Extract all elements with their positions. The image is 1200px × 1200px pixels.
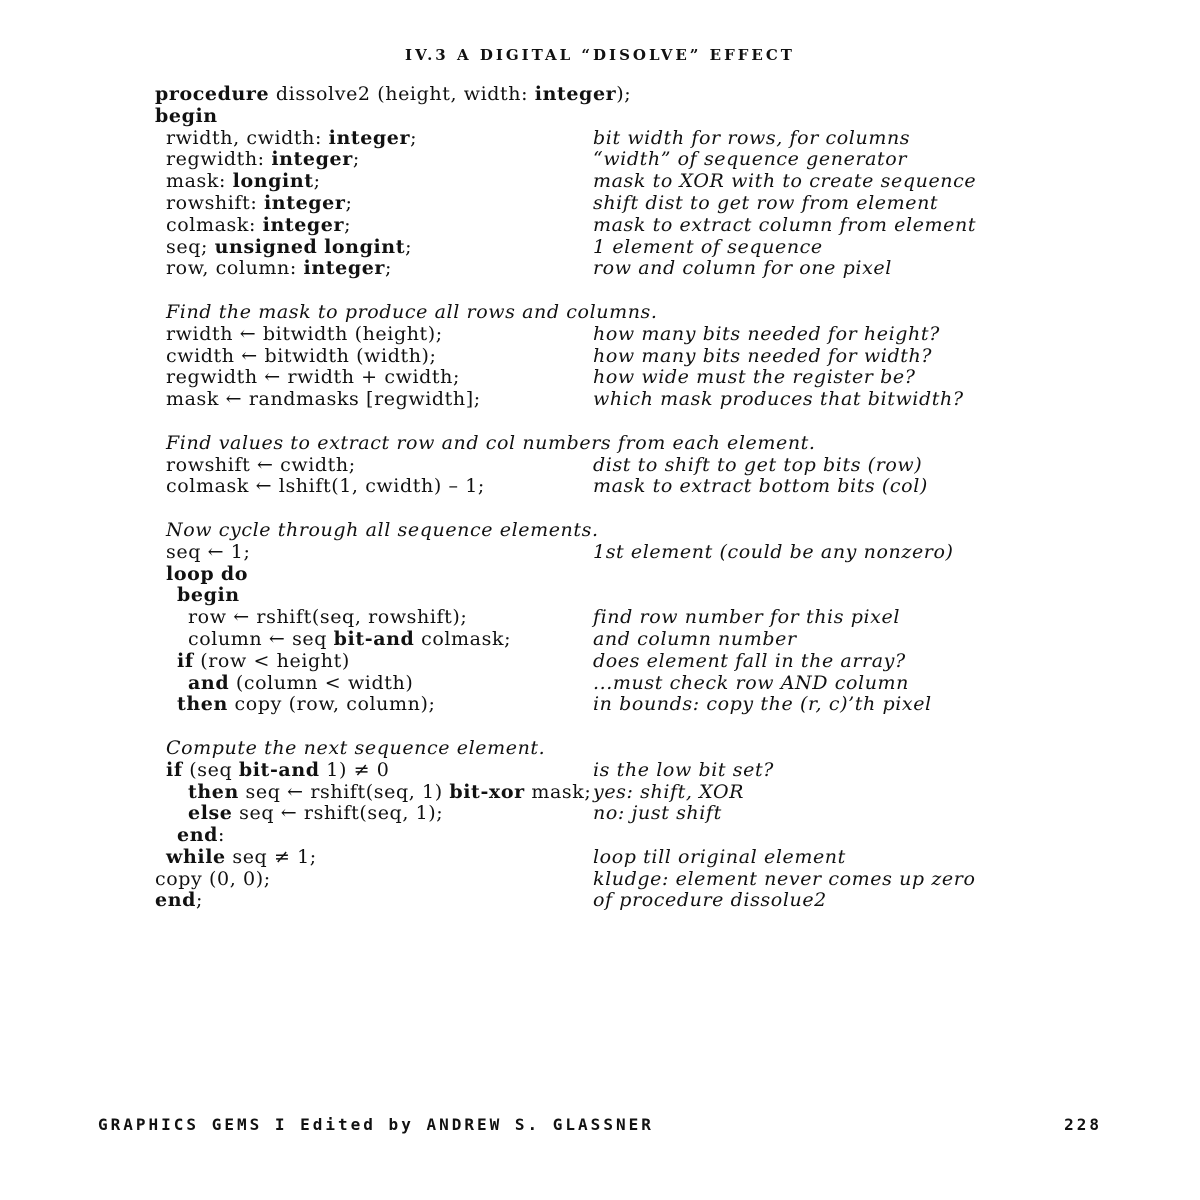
inline-comment: of procedure dissolue2	[593, 889, 827, 912]
code-line	[155, 782, 1055, 804]
code-text: then seq ← rshift(seq, 1) bit-xor mask;	[188, 780, 592, 803]
code-line	[155, 193, 1055, 215]
code-line	[155, 869, 1055, 891]
code-line	[155, 607, 1055, 629]
code-line	[155, 171, 1055, 193]
inline-comment: how many bits needed for width?	[593, 344, 933, 367]
code-line	[155, 760, 1055, 782]
code-line	[155, 411, 1055, 433]
code-text: copy (0, 0);	[155, 867, 271, 890]
inline-comment: yes: shift, XOR	[593, 780, 745, 803]
code-line	[155, 128, 1055, 150]
code-line	[155, 520, 1055, 542]
code-text: seq ← 1;	[166, 540, 251, 563]
code-line	[155, 237, 1055, 259]
code-line	[155, 149, 1055, 171]
code-text: then copy (row, column);	[177, 693, 436, 716]
code-line	[155, 629, 1055, 651]
code-text: begin	[177, 584, 240, 607]
inline-comment: does element fall in the array?	[593, 649, 906, 672]
code-line	[155, 258, 1055, 280]
code-line	[155, 302, 1055, 324]
code-line	[155, 455, 1055, 477]
code-text: if (seq bit-and 1) ≠ 0	[166, 758, 390, 781]
inline-comment: kludge: element never comes up zero	[593, 867, 976, 890]
code-text: mask: longint;	[166, 170, 321, 193]
code-text: rwidth, cwidth: integer;	[166, 126, 418, 149]
inline-comment: which mask produces that bitwidth?	[593, 388, 964, 411]
inline-comment: is the low bit set?	[593, 758, 774, 781]
code-line	[155, 825, 1055, 847]
section-comment: Find values to extract row and col numbers from each element.	[166, 431, 816, 454]
code-text: column ← seq bit-and colmask;	[188, 627, 512, 650]
code-line	[155, 673, 1055, 695]
code-line	[155, 346, 1055, 368]
code-line	[155, 215, 1055, 237]
code-line	[155, 106, 1055, 128]
footer-text: GRAPHICS GEMS I Edited by ANDREW S. GLASSNER	[98, 1115, 654, 1134]
inline-comment: bit width for rows, for columns	[593, 126, 911, 149]
inline-comment: mask to XOR with to create sequence	[593, 170, 977, 193]
inline-comment: shift dist to get row from element	[593, 191, 939, 214]
code-text: row, column: integer;	[166, 257, 393, 280]
code-text: rwidth ← bitwidth (height);	[166, 322, 443, 345]
code-line	[155, 803, 1055, 825]
section-comment: Find the mask to produce all rows and columns.	[166, 300, 658, 323]
code-line	[155, 498, 1055, 520]
inline-comment: 1 element of sequence	[593, 235, 823, 258]
code-line	[155, 433, 1055, 455]
code-line	[155, 367, 1055, 389]
code-text: rowshift: integer;	[166, 191, 353, 214]
code-text: else seq ← rshift(seq, 1);	[188, 802, 444, 825]
code-line	[155, 585, 1055, 607]
code-line	[155, 738, 1055, 760]
inline-comment: mask to extract bottom bits (col)	[593, 475, 928, 498]
code-text: mask ← randmasks [regwidth];	[166, 388, 481, 411]
page-number: 228	[1064, 1115, 1102, 1134]
inline-comment: loop till original element	[593, 845, 846, 868]
code-text: cwidth ← bitwidth (width);	[166, 344, 437, 367]
inline-comment: “width” of sequence generator	[593, 148, 908, 171]
section-comment: Now cycle through all sequence elements.	[166, 518, 599, 541]
inline-comment: and column number	[593, 627, 797, 650]
inline-comment: ...must check row AND column	[593, 671, 910, 694]
code-line	[155, 847, 1055, 869]
code-line	[155, 716, 1055, 738]
code-text: loop do	[166, 562, 249, 585]
code-text: end;	[155, 889, 204, 912]
code-text: colmask ← lshift(1, cwidth) – 1;	[166, 475, 485, 498]
code-line	[155, 389, 1055, 411]
code-text: if (row < height)	[177, 649, 350, 672]
code-text: while seq ≠ 1;	[166, 845, 317, 868]
code-line	[155, 476, 1055, 498]
code-text: rowshift ← cwidth;	[166, 453, 356, 476]
code-text: seq; unsigned longint;	[166, 235, 413, 258]
code-text: and (column < width)	[188, 671, 414, 694]
code-text: regwidth: integer;	[166, 148, 360, 171]
code-line	[155, 564, 1055, 586]
inline-comment: row and column for one pixel	[593, 257, 892, 280]
code-line	[155, 651, 1055, 673]
inline-comment: in bounds: copy the (r, c)’th pixel	[593, 693, 932, 716]
code-line	[155, 324, 1055, 346]
code-line	[155, 280, 1055, 302]
inline-comment: find row number for this pixel	[593, 606, 900, 629]
code-text: procedure dissolve2 (height, width: integer);	[155, 83, 632, 105]
inline-comment: how many bits needed for height?	[593, 322, 940, 345]
inline-comment: how wide must the register be?	[593, 366, 916, 389]
section-comment: Compute the next sequence element.	[166, 736, 546, 759]
inline-comment: no: just shift	[593, 802, 722, 825]
code-text: end:	[177, 824, 226, 847]
code-line	[155, 84, 1055, 106]
page-header: IV.3 A DIGITAL “DISOLVE” EFFECT	[405, 46, 795, 64]
code-text: colmask: integer;	[166, 213, 352, 236]
code-line	[155, 694, 1055, 716]
code-line	[155, 542, 1055, 564]
inline-comment: dist to shift to get top bits (row)	[593, 453, 923, 476]
inline-comment: 1st element (could be any nonzero)	[593, 540, 954, 563]
code-text: row ← rshift(seq, rowshift);	[188, 606, 468, 629]
inline-comment: mask to extract column from element	[593, 213, 977, 236]
code-text: begin	[155, 104, 218, 127]
code-listing	[155, 84, 1055, 912]
page-footer	[98, 1115, 1102, 1134]
code-text: regwidth ← rwidth + cwidth;	[166, 366, 460, 389]
code-line	[155, 890, 1055, 912]
